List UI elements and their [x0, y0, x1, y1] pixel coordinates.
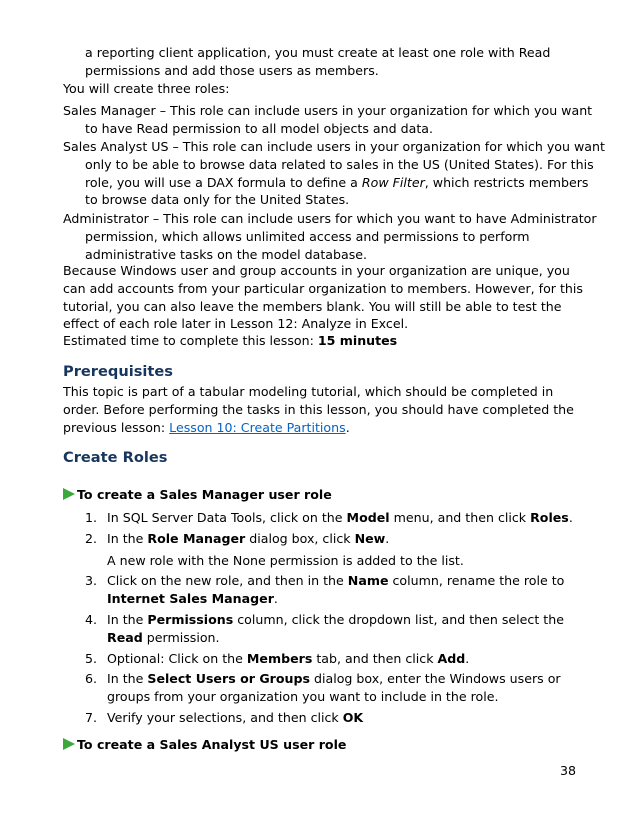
time-label: Estimated time to complete this lesson: [63, 333, 318, 348]
list-item: 3. Click on the new role, and then in the Name column, rename the role to Internet Sales Manager. [85, 573, 565, 607]
prereq-end: . [345, 419, 350, 435]
create-roles-heading: Create Roles [63, 449, 168, 466]
procedure-title: To create a Sales Manager user role [77, 487, 332, 502]
list-item: 1. In SQL Server Data Tools, click on the Model menu, and then click Roles. [85, 510, 573, 525]
role-sales-manager: Sales Manager – This role can include users in your organization for which you want to have Read permission to all model objects and data. [63, 103, 593, 136]
prerequisites-text [63, 383, 583, 436]
estimated-time [63, 332, 583, 350]
role-administrator: Administrator – This role can include users for which you want to have Administrator permission, which allows unlimited access and permissions to perform administrative tasks on the model database. [63, 211, 597, 262]
step-note: A new role with the None permission is added to the list. [107, 552, 464, 568]
intro-continuation: a reporting client application, you must create at least one role with Read permissions and add those users as members. [85, 45, 551, 78]
role2-text-a: Sales Analyst US – This role can include users in your organization for which you want only to be able to browse data related to sales in the US (United States). For this role, you will use a DAX formula to define a [63, 139, 605, 190]
prerequisites-heading: Prerequisites [63, 363, 173, 380]
list-item: 7. Verify your selections, and then click OK [85, 709, 364, 725]
time-value: 15 minutes [317, 333, 398, 348]
procedure-sales-manager [63, 486, 332, 503]
list-item: 4. In the Permissions column, click the dropdown list, and then select the Read permission. [85, 611, 564, 645]
roles-intro: You will create three roles: [63, 81, 230, 96]
steps-list [80, 509, 580, 727]
windows-accounts-paragraph: Because Windows user and group accounts in your organization are unique, you can add accounts from your particular organization to members. However, for this tutorial, you can also leave the members blank. You will still be able to test the effect of each role later in Lesson 12: Analyze in Excel. [63, 263, 583, 332]
procedure-arrow-icon [63, 738, 75, 750]
procedure-title: To create a Sales Analyst US user role [77, 737, 347, 752]
list-item: 5. Optional: Click on the Members tab, and then click Add. [85, 650, 470, 666]
lesson-10-link[interactable]: Lesson 10: Create Partitions [169, 419, 346, 435]
procedure-arrow-icon [63, 488, 75, 500]
procedure-sales-analyst [63, 736, 346, 753]
row-filter-term: Row Filter [361, 174, 425, 190]
role-sales-analyst-us [63, 138, 605, 209]
list-item: 2. In the Role Manager dialog box, click New. A new role with the None permission is added to the list. [80, 530, 580, 570]
role2-text-b: , which restricts members to browse data only for the United States. [85, 174, 589, 208]
prereq-body: This topic is part of a tabular modeling tutorial, which should be completed in order. Before performing the tasks in this lesson, you should have completed the previous lesson: [63, 384, 574, 435]
page-number: 38 [560, 763, 577, 778]
list-item: 6. In the Select Users or Groups dialog box, enter the Windows users or groups from your organization you want to include in the role. [85, 671, 561, 705]
